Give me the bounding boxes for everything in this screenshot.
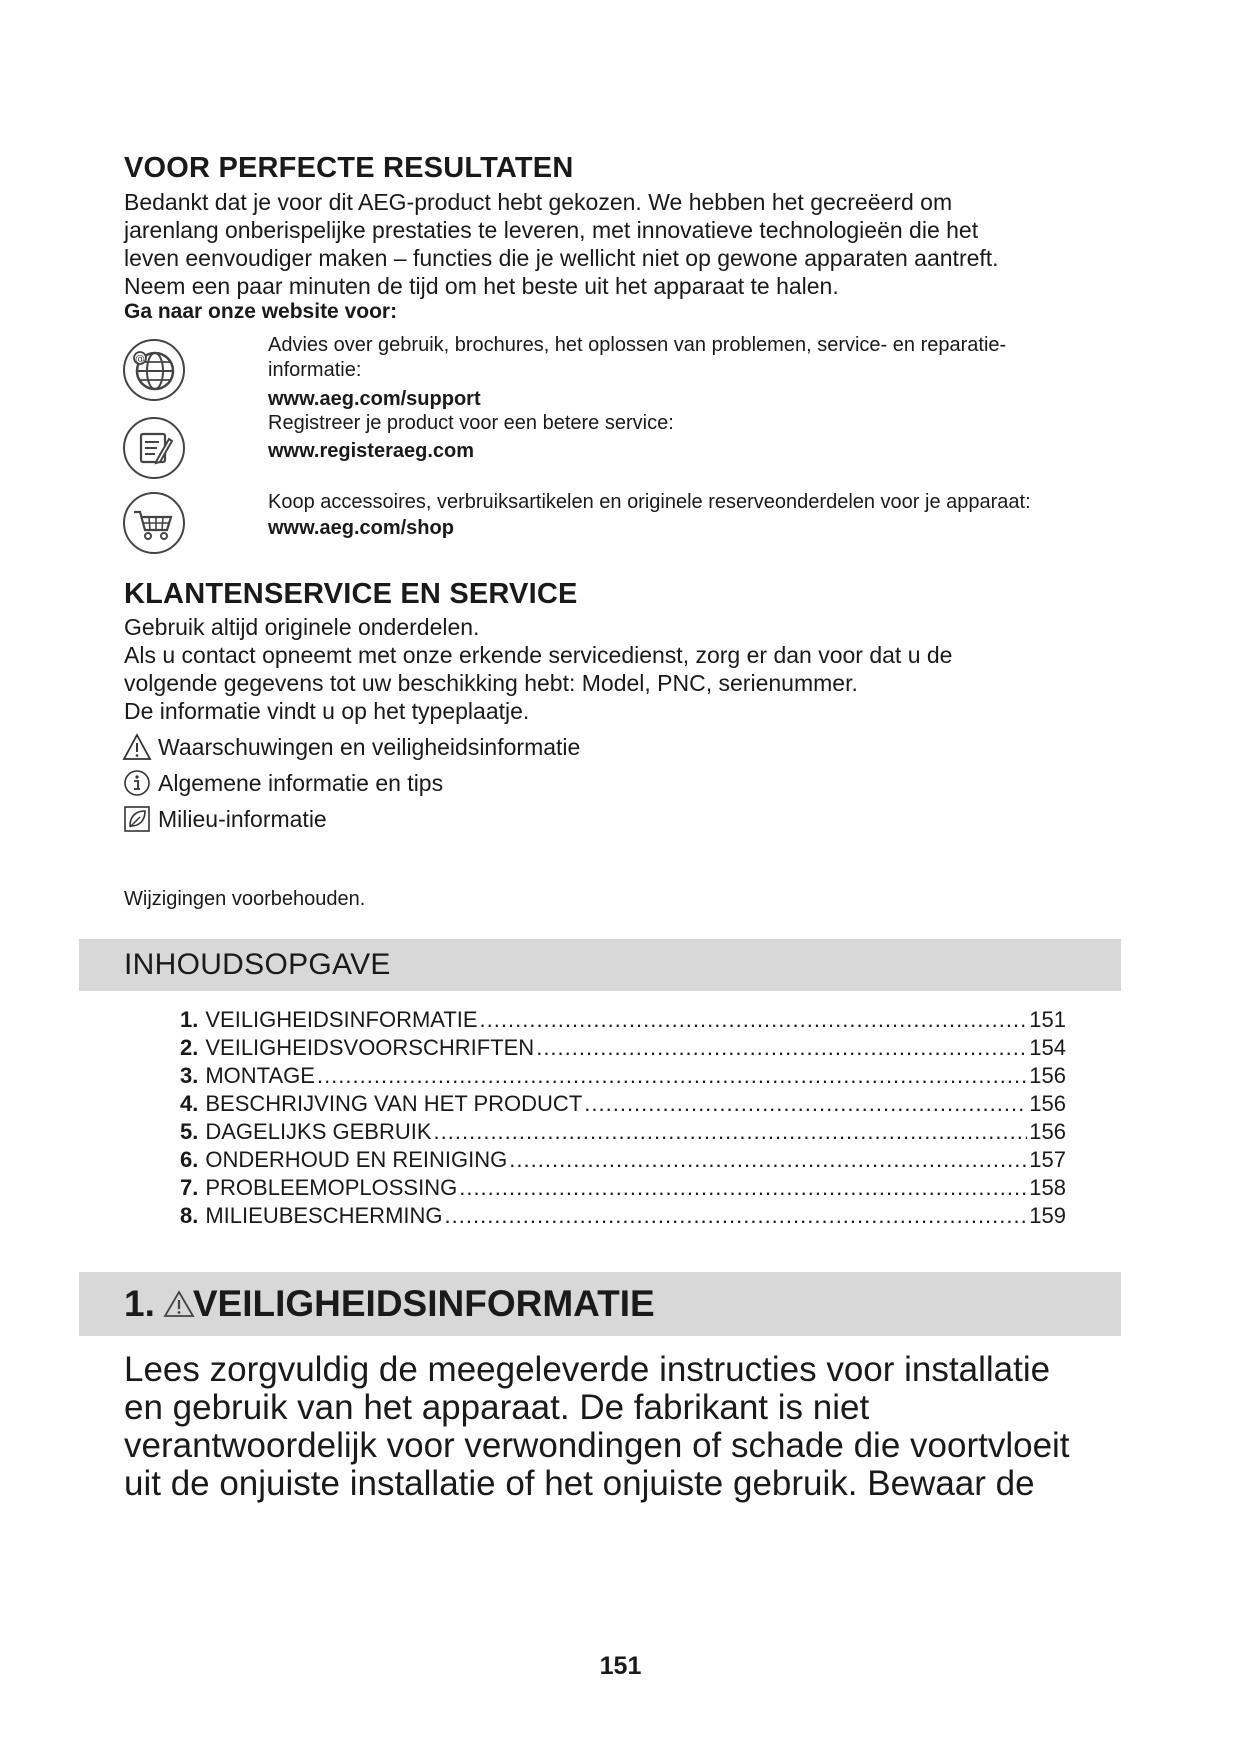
globe-icon [121,337,187,403]
website-heading: Ga naar onze website voor: [124,300,398,323]
legend-item-warning [122,731,580,763]
toc-number: 2. [180,1035,199,1060]
toc-label: BESCHRIJVING VAN HET PRODUCT [205,1091,583,1116]
safety-line: Lees zorgvuldig de meegeleverde instructies voor installatie [124,1350,1051,1389]
register-text: Registreer je product voor een betere service: [268,412,674,434]
intro-line: Neem een paar minuten de tijd om het beste uit het apparaat te halen. [124,273,839,299]
toc-number: 4. [180,1091,199,1116]
toc-leader [445,1203,1028,1229]
toc-leader [317,1063,1027,1089]
toc-leader [536,1035,1027,1061]
legend-item-info [122,767,580,799]
toc-entry[interactable] [180,1147,1066,1175]
toc-label: VEILIGHEIDSINFORMATIE [205,1007,478,1032]
safety-line: uit de onjuiste installatie of het onjuiste gebruik. Bewaar de [124,1464,1035,1503]
service-line: Als u contact opneemt met onze erkende servicedienst, zorg er dan voor dat u de [124,642,953,668]
toc-label: MILIEUBESCHERMING [205,1203,443,1228]
toc-entry[interactable] [180,1175,1066,1203]
toc-label: MONTAGE [205,1063,315,1088]
service-line: volgende gegevens tot uw beschikking hebt: Model, PNC, serienummer. [124,670,858,696]
intro-paragraph [124,188,1124,300]
shop-link[interactable]: www.aeg.com/shop [268,517,454,539]
toc-title: INHOUDSOPGAVE [124,948,391,981]
safety-paragraph [124,1351,1134,1503]
toc-entry[interactable] [180,1007,1066,1035]
intro-line: leven eenvoudiger maken – functies die je wellicht niet op gewone apparaten aantreft. [124,245,999,271]
toc-page: 156 [1029,1091,1066,1116]
changes-note: Wijzigingen voorbehouden. [124,888,366,910]
toc-number: 6. [180,1147,199,1172]
toc-number: 8. [180,1203,199,1228]
register-link[interactable]: www.registeraeg.com [268,440,474,462]
legend-label: Milieu-informatie [158,805,327,832]
shopping-cart-icon [121,490,187,556]
section-title-service: KLANTENSERVICE EN SERVICE [124,578,578,610]
toc-leader [434,1119,1028,1145]
safety-line: en gebruik van het apparaat. De fabrikant is niet [124,1388,870,1427]
toc-entry[interactable] [180,1203,1066,1231]
safety-line: verantwoordelijk voor verwondingen of schade die voortvloeit [124,1426,1070,1465]
toc-leader [480,1007,1028,1033]
register-form-icon [121,415,187,481]
shop-text: Koop accessoires, verbruiksartikelen en originele reserveonderdelen voor je apparaat: [268,491,1031,513]
service-line: Gebruik altijd originele onderdelen. [124,614,480,640]
safety-header-band [79,1272,1121,1336]
intro-line: jarenlang onberispelijke prestaties te leveren, met innovatieve technologieën die het [124,217,979,243]
toc-page: 159 [1029,1203,1066,1228]
leaf-icon [122,804,152,834]
toc-entry[interactable] [180,1119,1066,1147]
toc-page: 156 [1029,1063,1066,1088]
toc-header-band [79,939,1121,991]
service-paragraph [124,613,1124,725]
safety-number: 1. [124,1283,155,1324]
toc-number: 1. [180,1007,199,1032]
toc-entry[interactable] [180,1063,1066,1091]
support-link[interactable]: www.aeg.com/support [268,388,481,410]
table-of-contents [180,1007,1066,1231]
support-info [268,333,1128,383]
toc-leader [509,1147,1027,1173]
toc-page: 158 [1029,1175,1066,1200]
service-line: De informatie vindt u op het typeplaatje. [124,698,530,724]
safety-heading [124,1283,655,1325]
toc-entry[interactable] [180,1091,1066,1119]
toc-label: PROBLEEMOPLOSSING [205,1175,458,1200]
legend-label: Algemene informatie en tips [158,769,444,796]
support-text: Advies over gebruik, brochures, het oplossen van problemen, service- en reparatie- [268,334,1007,356]
toc-number: 7. [180,1175,199,1200]
toc-label: DAGELIJKS GEBRUIK [205,1119,432,1144]
intro-line: Bedankt dat je voor dit AEG-product hebt gekozen. We hebben het gecreëerd om [124,189,953,215]
legend-item-environment [122,803,580,835]
svg-text:@: @ [135,354,145,365]
toc-number: 3. [180,1063,199,1088]
warning-icon [122,732,152,762]
toc-leader [459,1175,1027,1201]
toc-entry[interactable] [180,1035,1066,1063]
toc-leader [584,1091,1027,1117]
safety-title: VEILIGHEIDSINFORMATIE [192,1283,655,1324]
warning-icon [163,1289,195,1319]
support-text: informatie: [268,359,362,381]
toc-number: 5. [180,1119,199,1144]
toc-page: 157 [1029,1147,1066,1172]
page-number: 151 [599,1652,642,1680]
symbol-legend [122,731,580,835]
legend-label: Waarschuwingen en veiligheidsinformatie [158,733,581,760]
toc-label: VEILIGHEIDSVOORSCHRIFTEN [205,1035,535,1060]
toc-label: ONDERHOUD EN REINIGING [205,1147,508,1172]
section-title-perfect: VOOR PERFECTE RESULTATEN [124,152,574,184]
toc-page: 154 [1029,1035,1066,1060]
toc-page: 156 [1029,1119,1066,1144]
info-icon [122,768,152,798]
toc-page: 151 [1029,1007,1066,1032]
